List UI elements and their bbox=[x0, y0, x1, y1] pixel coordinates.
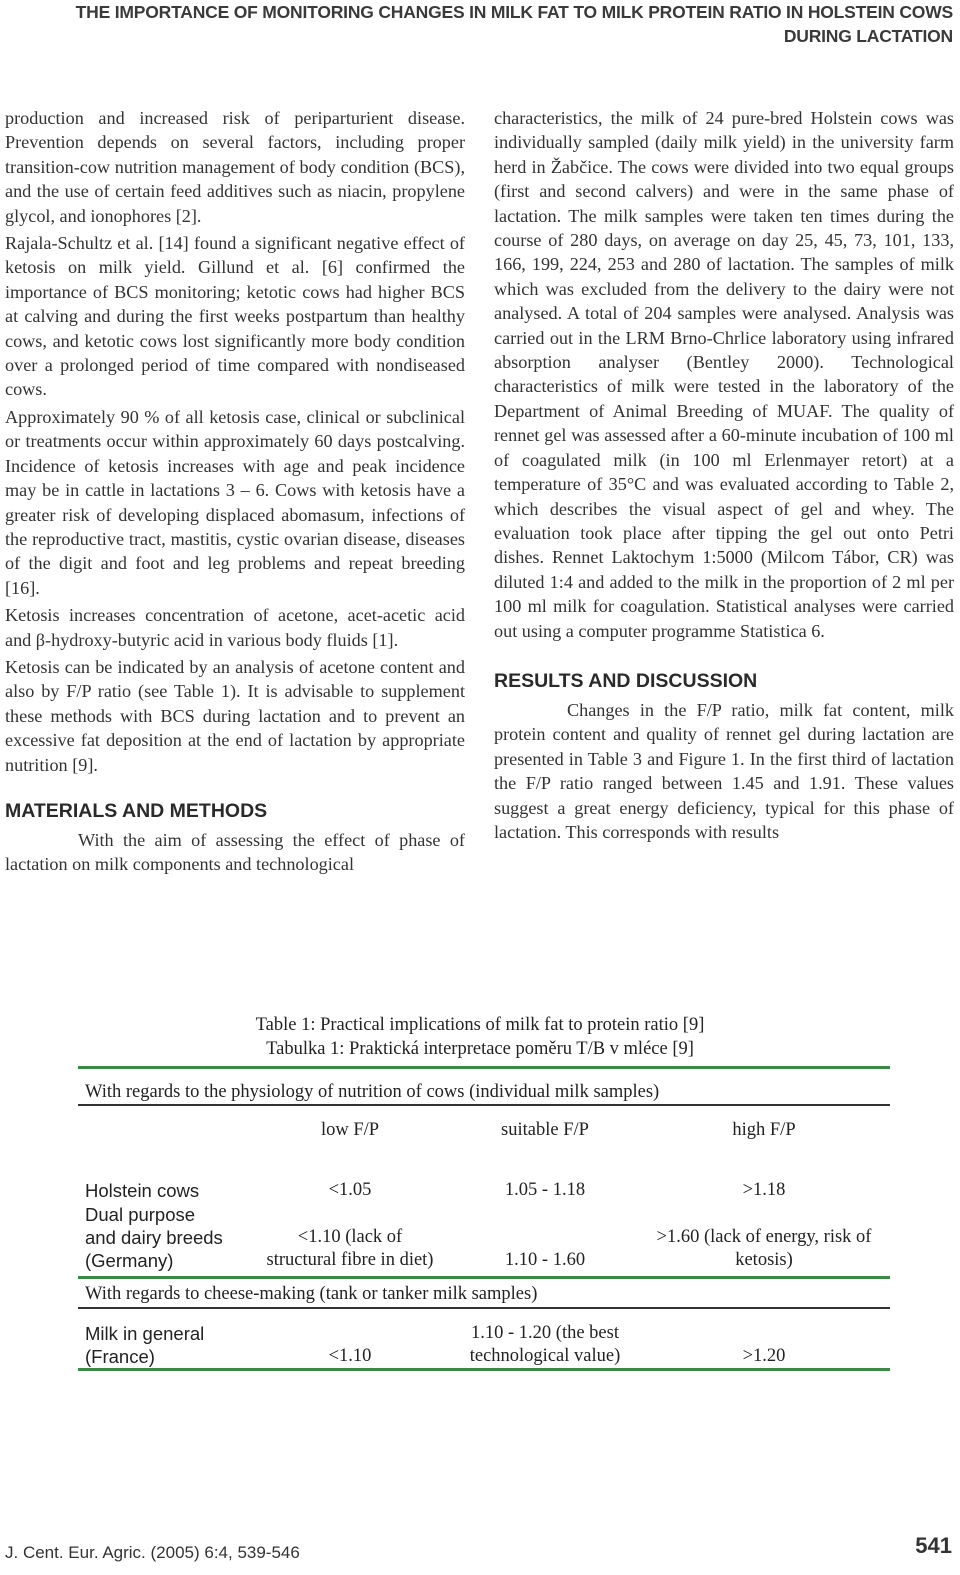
table-caption bbox=[0, 1013, 960, 1061]
row-label-line: Milk in general bbox=[85, 1323, 205, 1344]
row-label-line: and dairy breeds bbox=[85, 1227, 223, 1248]
row-label-holstein: Holstein cows bbox=[85, 1180, 200, 1201]
row-label-line: (Germany) bbox=[85, 1250, 174, 1271]
cell-holstein-low: <1.05 bbox=[328, 1180, 372, 1200]
table-caption-english: Table 1: Practical implications of milk fat to protein ratio [9] bbox=[255, 1015, 705, 1035]
row-label-line: Dual purpose bbox=[85, 1204, 196, 1225]
page-number: 541 bbox=[915, 1533, 952, 1558]
journal-citation: J. Cent. Eur. Agric. (2005) 6:4, 539-546 bbox=[5, 1543, 300, 1562]
row-label-milk-general bbox=[85, 1322, 204, 1368]
cell-dual-suitable: 1.10 - 1.60 bbox=[504, 1250, 586, 1270]
table-1 bbox=[78, 1066, 890, 1370]
table-middle-rule bbox=[78, 1276, 890, 1279]
body-paragraph: Approximately 90 % of all ketosis case, clinical or subclinical or treatments occur within approximately 60 days postcalving. Incidence of ketosis increases with age and peak incidence may be in cattle in lactations 3 – 6. Cows with ketosis have a greater risk of developing displaced abomasum, infections of the reproductive tract, mastitis, cystic ovarian disease, diseases of the digit and foot and leg problems and repeat breeding [16]. bbox=[5, 406, 465, 598]
body-paragraph: production and increased risk of periparturient disease. Prevention depends on several factors, including proper transition-cow nutrition management of body condition (BCS), and the use of certain feed additives such as niacin, propylene glycol, and ionophores [2]. bbox=[5, 108, 465, 226]
section-heading-materials-methods: MATERIALS AND METHODS bbox=[5, 799, 268, 822]
running-head: THE IMPORTANCE OF MONITORING CHANGES IN MILK FAT TO MILK PROTEIN RATIO IN HOLSTEIN COWS DURING LACTATION bbox=[75, 2, 953, 46]
cell-line: >1.60 (lack of energy, risk of bbox=[656, 1227, 872, 1247]
column-header-suitable: suitable F/P bbox=[501, 1120, 589, 1140]
cell-dual-high bbox=[638, 1226, 890, 1272]
row-label-line: (France) bbox=[85, 1346, 155, 1367]
column-header-high: high F/P bbox=[732, 1120, 796, 1140]
table-group-heading-cheese-making: With regards to cheese-making (tank or tanker milk samples) bbox=[85, 1284, 538, 1304]
table-header-rule bbox=[78, 1104, 890, 1106]
cell-milk-high: >1.20 bbox=[742, 1346, 786, 1366]
right-column bbox=[494, 106, 954, 847]
table-group-heading-physiology: With regards to the physiology of nutrition of cows (individual milk samples) bbox=[85, 1082, 660, 1102]
body-paragraph: Ketosis can be indicated by an analysis of acetone content and also by F/P ratio (see Table 1). It is advisable to supplement these methods with BCS during lactation and to prevent an excessive fat deposition at the end of lactation by appropriate nutrition [9]. bbox=[5, 656, 465, 775]
cell-dual-low bbox=[244, 1226, 456, 1272]
cell-line: structural fibre in diet) bbox=[266, 1250, 434, 1270]
cell-line: 1.10 - 1.20 (the best bbox=[471, 1323, 619, 1343]
row-label-dual-purpose bbox=[85, 1203, 223, 1272]
cell-milk-low: <1.10 bbox=[328, 1346, 372, 1366]
table-caption-czech: Tabulka 1: Praktická interpretace poměru T/B v mléce [9] bbox=[266, 1039, 694, 1059]
cell-line: <1.10 (lack of bbox=[297, 1227, 403, 1247]
body-paragraph: Rajala-Schultz et al. [14] found a significant negative effect of ketosis on milk yield. Gillund et al. [6] confirmed the importance of BCS monitoring; ketotic cows had higher BCS at calving and during the first weeks postpartum than healthy cows, and ketotic cows lost significantly more body condition over a prolonged period of time compared with nondiseased cows. bbox=[5, 233, 465, 400]
table-top-rule bbox=[78, 1066, 890, 1069]
cell-holstein-high: >1.18 bbox=[742, 1180, 786, 1200]
table-group-rule bbox=[78, 1307, 890, 1309]
table-bottom-rule bbox=[78, 1368, 890, 1371]
body-paragraph: characteristics, the milk of 24 pure-bred Holstein cows was individually sampled (daily milk yield) in the university farm herd in Žabčice. The cows were divided into two equal groups (first and second calvers) and were in the same phase of lactation. The milk samples were taken ten times during the course of 280 days, on average on day 25, 45, 73, 101, 133, 166, 199, 224, 253 and 280 of lactation. The samples of milk which was excluded from the delivery to the dairy were not analysed. A total of 204 samples were analysed. Analysis was carried out in the LRM Brno-Chrlice laboratory using infrared absorption analyser (Bentley 2000). Technological characteristics of milk were tested in the laboratory of the Department of Animal Breeding of MUAF. The quality of rennet gel was assessed after a 60-minute incubation of 100 ml of coagulated milk (in 100 ml Erlenmayer retort) at a temperature of 35°C and was evaluated according to Table 2, which describes the visual aspect of gel and whey. The evaluation took place after tipping the gel out onto Petri dishes. Rennet Laktochym 1:5000 (Milcom Tábor, CR) was diluted 1:4 and added to the milk in the proportion of 2 ml per 100 ml milk for coagulation. Statistical analyses were carried out using a computer programme Statistica 6. bbox=[494, 108, 954, 641]
cell-holstein-suitable: 1.05 - 1.18 bbox=[504, 1180, 586, 1200]
left-column bbox=[5, 106, 465, 880]
cell-line: technological value) bbox=[469, 1346, 621, 1366]
section-heading-results-discussion: RESULTS AND DISCUSSION bbox=[494, 669, 758, 692]
column-header-low: low F/P bbox=[320, 1120, 380, 1140]
body-paragraph: With the aim of assessing the effect of phase of lactation on milk components and technological bbox=[5, 829, 465, 875]
cell-milk-suitable bbox=[448, 1322, 642, 1368]
cell-line: ketosis) bbox=[735, 1250, 793, 1270]
body-paragraph: Changes in the F/P ratio, milk fat content, milk protein content and quality of rennet gel during lactation are presented in Table 3 and Figure 1. In the first third of lactation the F/P ratio ranged between 1.45 and 1.91. These values suggest a great energy deficiency, typical for this phase of lactation. This corresponds with results bbox=[494, 699, 954, 842]
body-paragraph: Ketosis increases concentration of acetone, acet-acetic acid and β-hydroxy-butyric acid in various body fluids [1]. bbox=[5, 605, 465, 650]
